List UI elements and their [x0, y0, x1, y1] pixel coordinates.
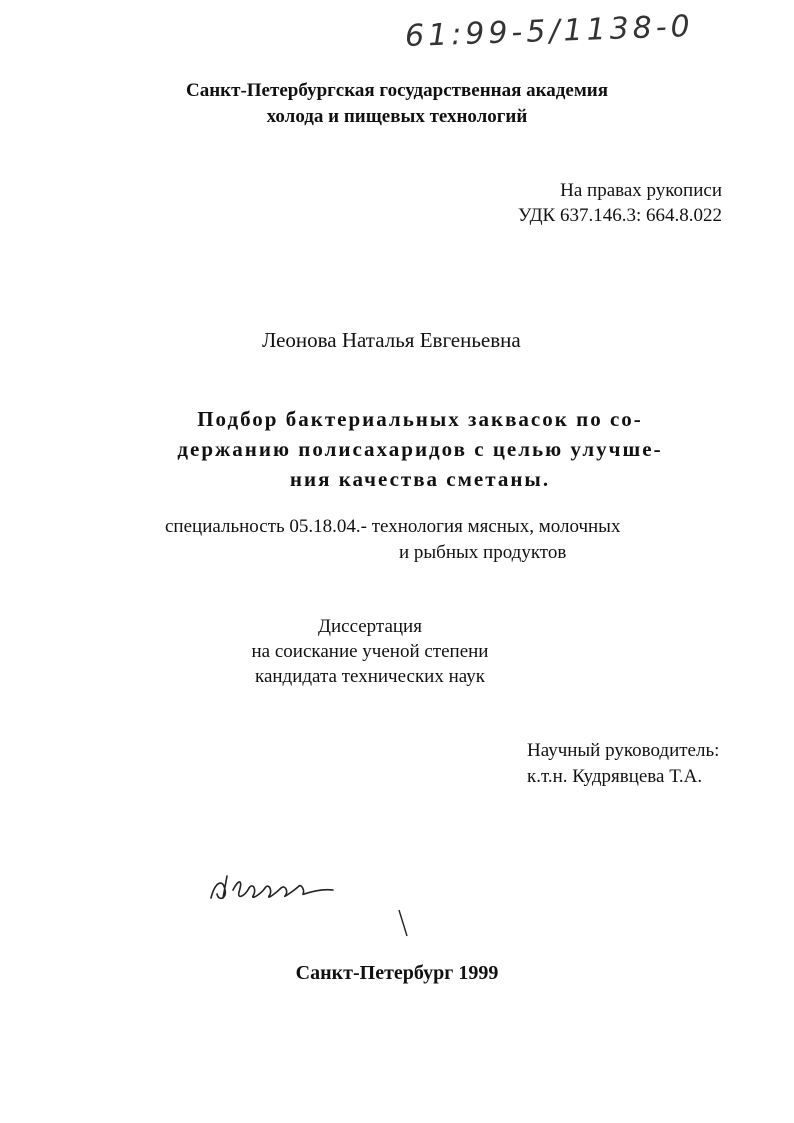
archive-number: 61:99-5/1138-0	[404, 8, 695, 55]
pen-mark	[395, 906, 415, 946]
title-line-1: Подбор бактериальных заквасок по со-	[197, 407, 643, 431]
specialty-line-1: специальность 05.18.04.- технология мясных, молочных	[165, 516, 621, 537]
city-year: Санкт-Петербург 1999	[295, 962, 499, 984]
academy-line-1: Санкт-Петербургская государственная академия	[186, 80, 608, 101]
degree-line-3: кандидата технических наук	[255, 666, 485, 687]
author-name: Леонова Наталья Евгеньевна	[262, 328, 521, 352]
handwritten-signature	[205, 868, 345, 913]
title-line-3: ния качества сметаны.	[289, 467, 551, 491]
specialty-block	[165, 514, 620, 566]
degree-line-2: на соискание ученой степени	[251, 641, 489, 662]
supervisor-label: Научный руководитель:	[527, 740, 720, 761]
specialty-line-2: и рыбных продуктов	[399, 542, 567, 563]
degree-block	[210, 614, 530, 689]
signature-scribble	[205, 868, 345, 908]
degree-line-1: Диссертация	[318, 616, 422, 637]
supervisor-block	[527, 738, 719, 790]
title-line-2: держанию полисахаридов с целью улучше-	[177, 437, 663, 461]
udc-code: УДК 637.146.3: 664.8.022	[518, 205, 722, 226]
supervisor-name: к.т.н. Кудрявцева Т.А.	[527, 766, 703, 787]
thesis-title	[100, 404, 740, 494]
academy-line-2: холода и пищевых технологий	[266, 106, 528, 127]
academy-header	[0, 78, 794, 130]
rights-block	[460, 178, 722, 228]
rights-label: На правах рукописи	[560, 180, 722, 201]
